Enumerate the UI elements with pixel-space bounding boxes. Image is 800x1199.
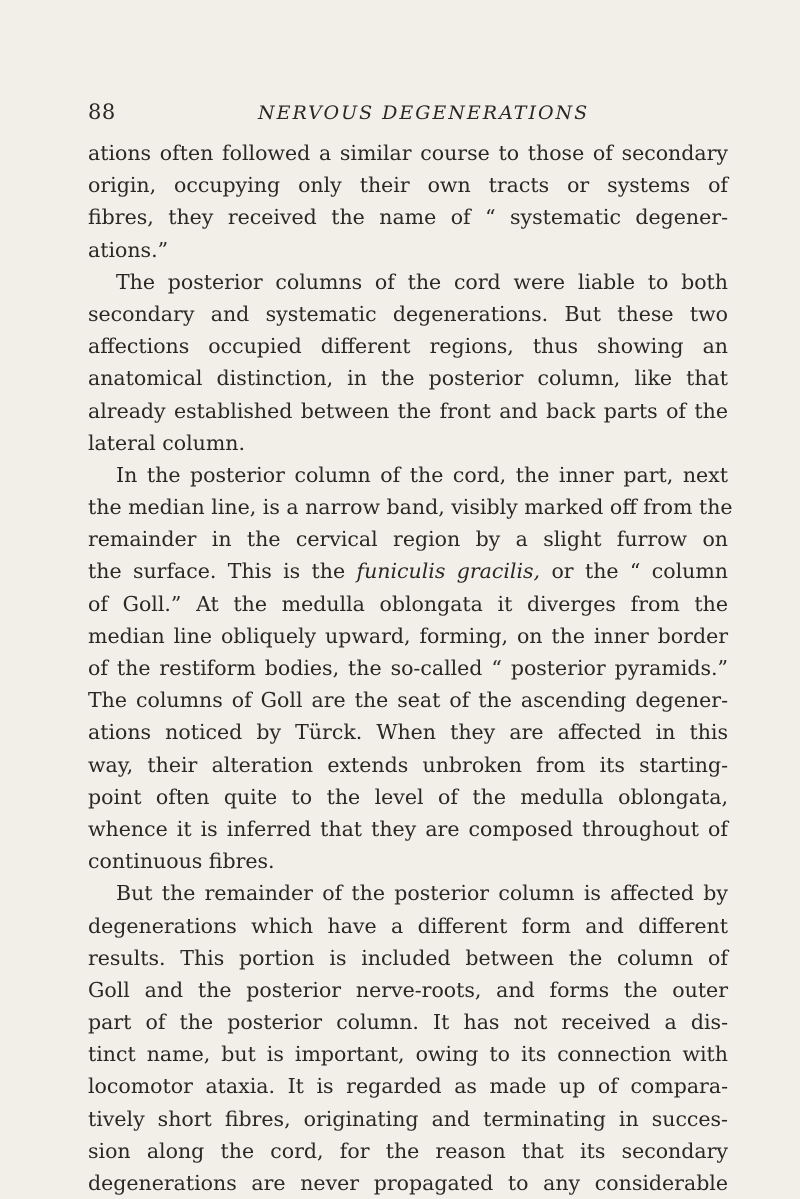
- text-line: But the remainder of the posterior column is affected by: [116, 881, 728, 906]
- text-line: of the restiform bodies, the so-called “ posterior pyramids.”: [88, 656, 728, 680]
- text-line: lateral column.: [88, 430, 245, 455]
- text-line: The posterior columns of the cord were liable to both: [116, 269, 728, 294]
- text-line: In the posterior column of the cord, the inner part, next: [116, 462, 728, 487]
- text-line: ations often followed a similar course to those of secondary: [88, 141, 728, 165]
- text-line: anatomical distinction, in the posterior column, like that: [88, 366, 728, 391]
- page-number: 88: [88, 100, 116, 124]
- text-line: the median line, is a narrow band, visibly marked off from the: [88, 495, 733, 520]
- text-line: ations.”: [88, 237, 169, 262]
- text-line: secondary and systematic degenerations. But these two: [88, 301, 728, 326]
- page-header: [88, 100, 728, 130]
- italic-term: funiculis gracilis,: [356, 559, 541, 584]
- text-line: Goll and the posterior nerve-roots, and forms the outer: [88, 977, 728, 1002]
- text-segment: or the “ column: [551, 559, 728, 584]
- text-segment: the surface. This is the: [88, 559, 346, 584]
- text-line: point often quite to the level of the medulla oblongata,: [88, 784, 728, 809]
- text-line: way, their alteration extends unbroken from its starting-: [88, 752, 728, 777]
- text-line-with-italic: [88, 555, 728, 587]
- text-line: whence it is inferred that they are composed throughout of: [88, 816, 728, 841]
- text-line: tively short fibres, originating and terminating in succes-: [88, 1106, 728, 1131]
- text-line: results. This portion is included between the column of: [88, 945, 728, 970]
- text-line: fibres, they received the name of “ systematic degener-: [88, 205, 728, 230]
- text-line: part of the posterior column. It has not received a dis-: [88, 1010, 728, 1035]
- body-text: [88, 137, 733, 1199]
- text-line: degenerations which have a different form and different: [88, 913, 728, 938]
- text-line: ations noticed by Türck. When they are affected in this: [88, 720, 728, 745]
- text-line: origin, occupying only their own tracts or systems of: [88, 173, 728, 198]
- text-line: of Goll.” At the medulla oblongata it diverges from the: [88, 591, 728, 616]
- text-line: degenerations are never propagated to any considerable: [88, 1171, 728, 1195]
- text-line: tinct name, but is important, owing to its connection with: [88, 1042, 728, 1067]
- text-line: remainder in the cervical region by a slight furrow on: [88, 527, 728, 552]
- text-line: sion along the cord, for the reason that its secondary: [88, 1138, 728, 1163]
- text-line: locomotor ataxia. It is regarded as made up of compara-: [88, 1074, 728, 1099]
- text-line: The columns of Goll are the seat of the ascending degener-: [88, 688, 728, 713]
- text-line: affections occupied different regions, thus showing an: [88, 334, 728, 359]
- text-line: median line obliquely upward, forming, on the inner border: [88, 623, 728, 648]
- text-line: continuous fibres.: [88, 849, 275, 874]
- text-line: already established between the front and back parts of the: [88, 398, 728, 423]
- running-head: NERVOUS DEGENERATIONS: [258, 102, 590, 124]
